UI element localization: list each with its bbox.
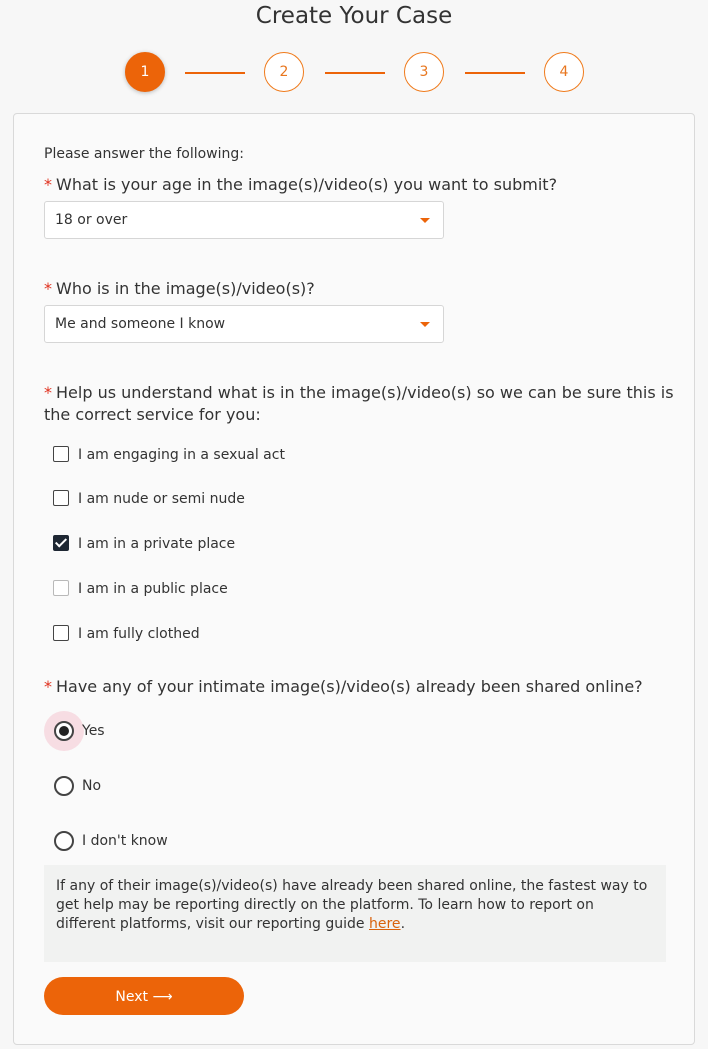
radio-label: I don't know [82, 833, 168, 849]
step-2[interactable]: 2 [264, 52, 304, 92]
page-title: Create Your Case [255, 3, 453, 29]
radio-icon[interactable] [54, 831, 74, 851]
checkbox-label: I am engaging in a sexual act [78, 447, 285, 463]
checkbox-box[interactable] [53, 580, 69, 596]
required-marker: * [44, 175, 52, 194]
progress-stepper [0, 52, 708, 94]
checkbox-label: I am fully clothed [78, 626, 200, 642]
info-text: If any of their image(s)/video(s) have already been shared online, the fastest way to get help may be reporting directly on the platform. To learn how to report on different platforms, visit our reporting guide [56, 878, 648, 932]
content-question [44, 382, 674, 426]
checkbox-label: I am in a public place [78, 581, 228, 597]
checkbox-label: I am nude or semi nude [78, 491, 245, 507]
age-select[interactable] [44, 201, 444, 239]
radio-label: Yes [82, 723, 105, 739]
shared-question [44, 676, 643, 698]
checkbox-box[interactable] [53, 446, 69, 462]
caret-down-icon [420, 322, 430, 327]
info-text-end: . [400, 916, 406, 932]
checkbox-box[interactable] [53, 490, 69, 506]
reporting-guide-link[interactable]: here [369, 916, 401, 932]
radio-label: No [82, 778, 102, 794]
reporting-info-box [44, 865, 666, 962]
case-form-card [13, 113, 695, 1045]
shared-question-label: Have any of your intimate image(s)/video(s) already been shared online? [56, 677, 643, 696]
required-marker: * [44, 383, 52, 402]
step-connector [325, 72, 385, 74]
step-connector [465, 72, 525, 74]
content-question-label: Help us understand what is in the image(s)/video(s) so we can be sure this is the correct service for you: [44, 383, 674, 424]
required-marker: * [44, 279, 52, 298]
radio-icon[interactable] [54, 776, 74, 796]
checkbox-checked-icon[interactable] [53, 535, 69, 551]
form-intro: Please answer the following: [44, 146, 244, 162]
who-question-label: Who is in the image(s)/video(s)? [56, 279, 315, 298]
age-question-label: What is your age in the image(s)/video(s) you want to submit? [56, 175, 558, 194]
who-select-value: Me and someone I know [55, 316, 226, 332]
who-select[interactable] [44, 305, 444, 343]
radio-selected-icon[interactable] [54, 721, 74, 741]
age-question [44, 174, 557, 196]
who-question [44, 278, 315, 300]
next-button[interactable]: Next ⟶ [44, 977, 244, 1015]
age-select-value: 18 or over [55, 212, 128, 228]
step-connector [185, 72, 245, 74]
required-marker: * [44, 677, 52, 696]
caret-down-icon [420, 218, 430, 223]
step-3[interactable]: 3 [404, 52, 444, 92]
step-1[interactable]: 1 [125, 52, 165, 92]
checkbox-label: I am in a private place [78, 536, 236, 552]
step-4[interactable]: 4 [544, 52, 584, 92]
checkbox-box[interactable] [53, 625, 69, 641]
